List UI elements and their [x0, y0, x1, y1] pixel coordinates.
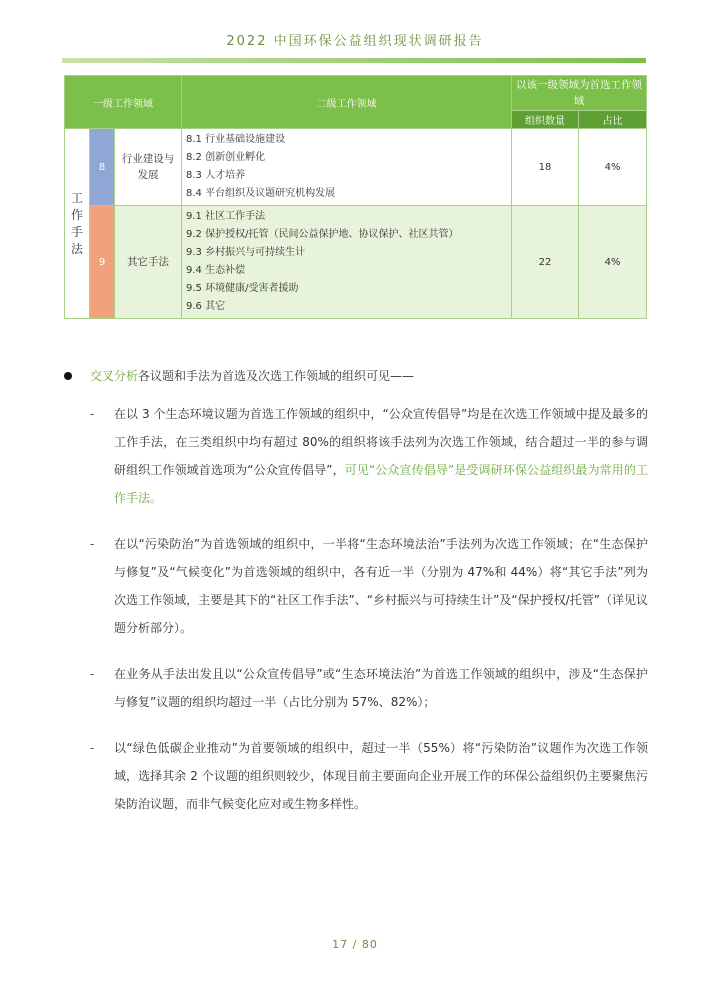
analysis-item-text: 以“绿色低碳企业推动”为首要领域的组织中，超过一半（55%）将“污染防治”议题作为次选工作领域，选择其余 2 个议题的组织则较少，体现目前主要面向企业开展工作的环保公益组织仍主要聚焦污染防治议题，而非气候变化应对或生物多样性。: [114, 741, 648, 811]
row-ratio: 4%: [579, 206, 647, 319]
row-count: 18: [512, 129, 579, 206]
analysis-item: [90, 400, 648, 512]
row-number: 8: [90, 129, 115, 206]
analysis-item: [90, 734, 648, 818]
header-primary: 以该一级领域为首选工作领域: [512, 76, 647, 111]
list-item: 8.2 创新创业孵化: [186, 152, 266, 163]
row-name-text: 其它手法: [127, 256, 169, 268]
row-name: [115, 129, 182, 206]
bullet-dot-icon: [64, 372, 72, 380]
list-item: 9.4 生态补偿: [186, 265, 246, 276]
analysis-item: [90, 660, 648, 716]
list-item: 9.3 乡村振兴与可持续生计: [186, 247, 306, 258]
list-item: 9.1 社区工作手法: [186, 211, 266, 222]
header-level1: 一级工作领域: [65, 76, 182, 129]
list-item: 9.6 其它: [186, 301, 226, 312]
dash-icon: -: [90, 537, 95, 551]
analysis-item-highlight: 可见“公众宣传倡导”是受调研环保公益组织最为常用的工作手法。: [114, 463, 649, 505]
header-level2: 二级工作领域: [182, 76, 512, 129]
analysis-item: [90, 530, 648, 642]
analysis-item-text: 在以 3 个生态环境议题为首选工作领域的组织中，“公众宣传倡导”均是在次选工作领域中提及最多的工作手法，在三类组织中均有超过 80%的组织将该手法列为次选工作领域，结合超过一半的参与调研组织工作领域首选项为“公众宣传倡导”，: [114, 407, 648, 477]
work-domain-table: [64, 75, 647, 319]
report-header-title: 2022 中国环保公益组织现状调研报告: [226, 34, 484, 49]
row-count: 22: [512, 206, 579, 319]
header-rule: [62, 58, 646, 63]
list-item: 8.3 人才培养: [186, 170, 246, 181]
analysis-item-text: 在业务从手法出发且以“公众宣传倡导”或“生态环境法治”为首选工作领域的组织中，涉及“生态保护与修复”议题的组织均超过一半（占比分别为 57%、82%）；: [114, 667, 648, 709]
list-item: 8.4 平台组织及议题研究机构发展: [186, 188, 336, 199]
row-items: [182, 129, 512, 206]
dash-icon: -: [90, 667, 95, 681]
list-item: 9.2 保护授权/托管（民间公益保护地、协议保护、社区共管）: [186, 229, 459, 240]
row-items: [182, 206, 512, 319]
table-row: [65, 206, 647, 319]
analysis-item-text: 在以“污染防治”为首选领域的组织中，一半将“生态环境法治”手法列为次选工作领域；在“生态保护与修复”及“气候变化”为首选领域的组织中，各有近一半（分别为 47%和 44%）将“其它手法”列为次选工作领域，主要是其下的“社区工作手法”、“乡村振兴与可持续生计”及“保护授权/托管”（详见议题分析部分）。: [114, 537, 648, 635]
list-item: 8.1 行业基础设施建设: [186, 134, 286, 145]
row-name-text: 行业建设与 发展: [121, 153, 175, 181]
lead-highlight: 交叉分析: [90, 369, 139, 383]
analysis-section: [64, 366, 648, 818]
lead-text: 各议题和手法为首选及次选工作领域的组织可见——: [138, 369, 415, 383]
list-item: 9.5 环境健康/受害者援助: [186, 283, 299, 294]
row-name: [115, 206, 182, 319]
analysis-lead: [64, 366, 648, 386]
row-number: 9: [90, 206, 115, 319]
header-count: 组织数量: [512, 111, 579, 129]
page-number: 17 / 80: [332, 938, 378, 951]
header-ratio: 占比: [579, 111, 647, 129]
dash-icon: -: [90, 407, 95, 421]
dash-icon: -: [90, 741, 95, 755]
category-label: [65, 129, 90, 319]
row-ratio: 4%: [579, 129, 647, 206]
table-row: [65, 129, 647, 206]
category-text: 工 作 手 法: [70, 190, 83, 256]
